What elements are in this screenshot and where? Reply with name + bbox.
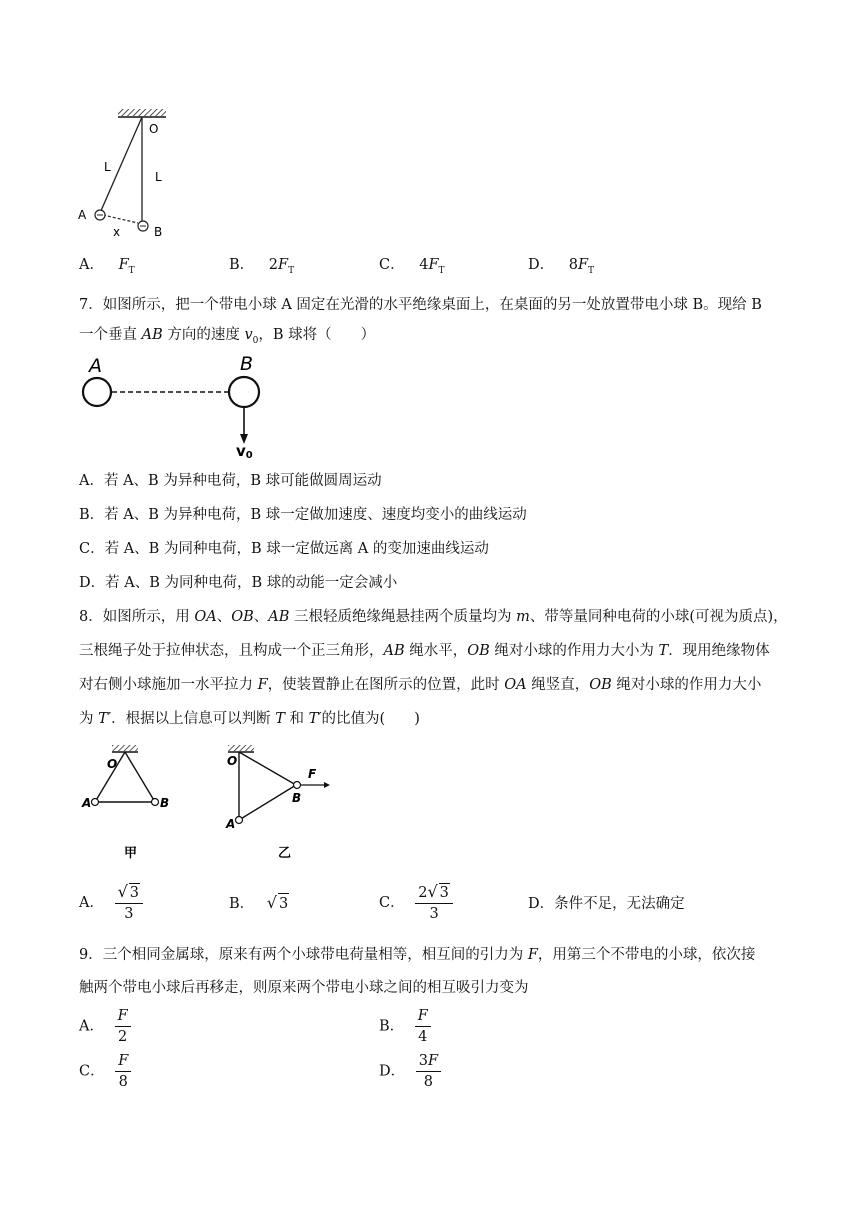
q8-stem-line3: 对右侧小球施加一水平拉力 F，使装置静止在图所示的位置，此时 OA 绳竖直，OB 绳对小球的作用力大小 (79, 677, 762, 693)
ceiling-hatch (228, 745, 254, 751)
caption-jia: 甲 (124, 846, 138, 861)
rope-ob (125, 752, 155, 802)
fraction: $\frac{2√ 3}{3}$ (415, 883, 453, 923)
label-b: B (154, 225, 163, 239)
q8-option-d[interactable]: D．条件不足，无法确定 (528, 896, 685, 912)
q8-figure-yi (222, 740, 342, 865)
label-o: O (149, 122, 159, 136)
q6-option-c[interactable]: C． $4F_T$ (379, 257, 445, 276)
q6-pendulum-figure (70, 105, 190, 245)
label-a: A (226, 817, 236, 831)
label-l-right: L (155, 170, 162, 184)
ball-a (236, 817, 243, 824)
rope-ab (239, 785, 296, 820)
caption-yi: 乙 (278, 846, 292, 861)
label-a: A (82, 796, 92, 810)
q8-figure-jia (78, 740, 188, 865)
ball-b (152, 799, 159, 806)
q9-option-b[interactable]: B． $\frac{F}{4}$ (379, 1007, 431, 1046)
q7-stem-line1: 7．如图所示，把一个带电小球 A 固定在光滑的水平绝缘桌面上，在桌面的另一处放置带电小球 B。现给 B (79, 297, 762, 313)
ball-a (92, 799, 99, 806)
arrow-head (324, 782, 330, 788)
label-f: F (308, 767, 317, 781)
label-o: O (227, 754, 238, 768)
q6-option-b[interactable]: B． $2F_T$ (229, 257, 295, 276)
rope-ob (239, 752, 296, 785)
ceiling-hatch (118, 109, 166, 116)
q9-stem-line1: 9．三个相同金属球，原来有两个小球带电荷量相等，相互间的引力为 F，用第三个不带电的小球，依次接 (79, 947, 756, 963)
q9-option-d[interactable]: D． $\frac{3F}{8}$ (379, 1052, 441, 1091)
label-b: B (240, 353, 254, 375)
dashed-ab (103, 215, 138, 223)
ceiling-hatch (112, 745, 138, 751)
q9-option-c[interactable]: C． $\frac{F}{8}$ (79, 1052, 131, 1091)
q9-stem-line2: 触两个带电小球后再移走，则原来两个带电小球之间的相互吸引力变为 (79, 980, 529, 996)
label-v0: v0 (236, 442, 253, 461)
q8-stem-line4: 为 T′．根据以上信息可以判断 T 和 T′的比值为( ) (79, 711, 420, 727)
q9-option-a[interactable]: A． $\frac{F}{2}$ (79, 1007, 131, 1046)
q8-option-a[interactable]: A． $\frac{√ 3}{3}$ (79, 883, 143, 923)
q7-figure (78, 352, 278, 462)
label-a: A (78, 208, 87, 222)
fraction: $\frac{√ 3}{3}$ (115, 883, 143, 923)
label-a: A (89, 355, 102, 377)
label-x: x (113, 225, 121, 239)
q8-option-b[interactable]: B． √ 3 (229, 893, 289, 912)
label-b: B (292, 791, 302, 805)
q7-option-a[interactable]: A．若 A、B 为异种电荷，B 球可能做圆周运动 (79, 473, 382, 489)
q7-stem-line2: 一个垂直 AB 方向的速度 $v_0$，B 球将（ ） (79, 327, 376, 346)
ball-a (83, 378, 111, 406)
q8-stem-line2: 三根绳子处于拉伸状态，且构成一个正三角形，AB 绳水平，OB 绳对小球的作用力大小为 T．现用绝缘物体 (79, 643, 770, 659)
label-l-left: L (104, 160, 111, 174)
q8-stem-line1: 8．如图所示，用 OA、OB、AB 三根轻质绝缘绳悬挂两个质量均为 m、带等量同种电荷的小球(可视为质点)， (79, 609, 788, 625)
q6-option-d[interactable]: D． $8F_T$ (528, 257, 595, 276)
label-b: B (160, 796, 170, 810)
q7-option-d[interactable]: D．若 A、B 为同种电荷，B 球的动能一定会减小 (79, 575, 398, 591)
ball-b (229, 377, 259, 407)
q7-option-b[interactable]: B．若 A、B 为异种电荷，B 球一定做加速度、速度均变小的曲线运动 (79, 507, 527, 523)
q6-option-a[interactable]: A． $F_T$ (79, 257, 135, 276)
ball-b (294, 782, 301, 789)
q7-option-c[interactable]: C．若 A、B 为同种电荷，B 球一定做远离 A 的变加速曲线运动 (79, 541, 489, 557)
q8-option-c[interactable]: C． $\frac{2√ 3}{3}$ (379, 883, 453, 923)
label-o: O (107, 757, 118, 771)
